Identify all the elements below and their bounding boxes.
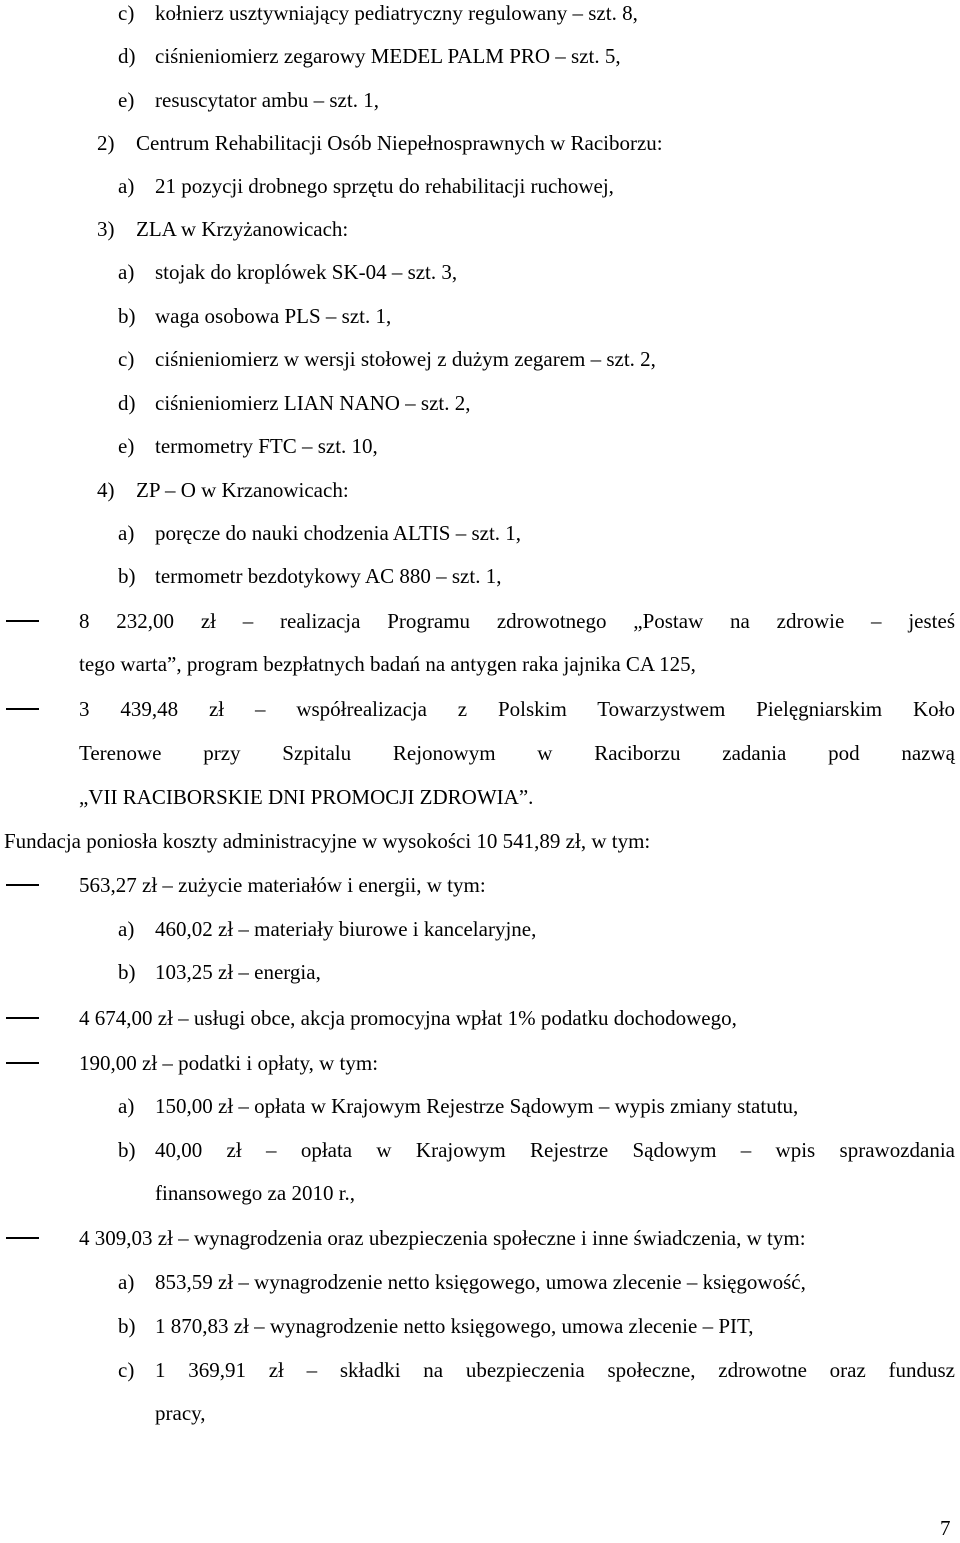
line-text: tego warta”, program bezpłatnych badań na antygen raka jajnika CA 125, — [79, 652, 696, 676]
list-marker: b) — [118, 960, 136, 984]
list-marker: b) — [118, 1314, 136, 1338]
line-text: ciśnieniomierz LIAN NANO – szt. 2, — [155, 391, 471, 415]
text-line — [0, 388, 960, 418]
list-marker: 3) — [97, 217, 115, 241]
dash-bullet-icon — [6, 708, 39, 710]
line-text: 190,00 zł – podatki i opłaty, w tym: — [79, 1051, 379, 1075]
text-line — [0, 606, 960, 636]
line-text: Terenowe przy Szpitalu Rejonowym w Raciborzu zadania pod nazwą — [79, 741, 955, 765]
text-line — [0, 0, 960, 28]
text-line — [0, 1398, 960, 1428]
line-text: 1 870,83 zł – wynagrodzenie netto księgowego, umowa zlecenie – PIT, — [155, 1314, 754, 1338]
list-marker: b) — [118, 304, 136, 328]
text-line — [0, 1311, 960, 1341]
text-line — [0, 1048, 960, 1078]
dash-bullet-icon — [6, 1062, 39, 1064]
line-text: ZLA w Krzyżanowicach: — [136, 217, 349, 241]
text-line — [0, 301, 960, 331]
text-line — [0, 914, 960, 944]
text-line — [0, 475, 960, 505]
text-line — [0, 826, 960, 856]
line-text: stojak do kroplówek SK-04 – szt. 3, — [155, 260, 458, 284]
text-line — [0, 214, 960, 244]
line-text: 150,00 zł – opłata w Krajowym Rejestrze Sądowym – wypis zmiany statutu, — [155, 1094, 799, 1118]
line-text: poręcze do nauki chodzenia ALTIS – szt. 1, — [155, 521, 522, 545]
list-marker: 2) — [97, 131, 115, 155]
dash-bullet-icon — [6, 884, 39, 886]
list-marker: e) — [118, 434, 135, 458]
line-text: waga osobowa PLS – szt. 1, — [155, 304, 392, 328]
list-marker: b) — [118, 564, 136, 588]
dash-bullet-icon — [6, 620, 39, 622]
line-text: resuscytator ambu – szt. 1, — [155, 88, 379, 112]
text-line — [0, 431, 960, 461]
list-marker: a) — [118, 917, 135, 941]
text-line — [0, 1178, 960, 1208]
text-line — [0, 518, 960, 548]
line-text: Centrum Rehabilitacji Osób Niepełnosprawnych w Raciborzu: — [136, 131, 663, 155]
list-marker: a) — [118, 1094, 135, 1118]
line-text: kołnierz usztywniający pediatryczny regulowany – szt. 8, — [155, 1, 638, 25]
text-line — [0, 1223, 960, 1253]
text-line — [0, 738, 960, 768]
text-line — [0, 85, 960, 115]
line-text: „VII RACIBORSKIE DNI PROMOCJI ZDROWIA”. — [79, 785, 534, 809]
line-text: 103,25 zł – energia, — [155, 960, 321, 984]
line-text: 3 439,48 zł – współrealizacja z Polskim Towarzystwem Pielęgniarskim Koło — [79, 697, 955, 721]
line-text: 460,02 zł – materiały biurowe i kancelaryjne, — [155, 917, 537, 941]
line-text: termometry FTC – szt. 10, — [155, 434, 378, 458]
line-text: 563,27 zł – zużycie materiałów i energii, w tym: — [79, 873, 486, 897]
line-text: 8 232,00 zł – realizacja Programu zdrowotnego „Postaw na zdrowie – jesteś — [79, 609, 955, 633]
text-line — [0, 1003, 960, 1033]
list-marker: a) — [118, 521, 135, 545]
text-line — [0, 1355, 960, 1385]
text-line — [0, 1135, 960, 1165]
line-text: ZP – O w Krzanowicach: — [136, 478, 349, 502]
text-line — [0, 41, 960, 71]
line-text: 853,59 zł – wynagrodzenie netto księgowego, umowa zlecenie – księgowość, — [155, 1270, 806, 1294]
text-line — [0, 649, 960, 679]
text-line — [0, 782, 960, 812]
list-marker: d) — [118, 391, 136, 415]
list-marker: c) — [118, 1, 135, 25]
text-line — [0, 171, 960, 201]
line-text: ciśnieniomierz w wersji stołowej z dużym zegarem – szt. 2, — [155, 347, 656, 371]
text-line — [0, 1267, 960, 1297]
page-number: 7 — [940, 1516, 951, 1540]
list-marker: a) — [118, 260, 135, 284]
line-text: 21 pozycji drobnego sprzętu do rehabilitacji ruchowej, — [155, 174, 614, 198]
text-line — [0, 694, 960, 724]
text-line — [0, 128, 960, 158]
text-line — [0, 1091, 960, 1121]
text-line — [0, 344, 960, 374]
line-text: termometr bezdotykowy AC 880 – szt. 1, — [155, 564, 502, 588]
line-text: 4 309,03 zł – wynagrodzenia oraz ubezpieczenia społeczne i inne świadczenia, w tym: — [79, 1226, 806, 1250]
dash-bullet-icon — [6, 1017, 39, 1019]
list-marker: a) — [118, 174, 135, 198]
line-text: 1 369,91 zł – składki na ubezpieczenia społeczne, zdrowotne oraz fundusz — [155, 1358, 955, 1382]
text-line — [0, 870, 960, 900]
line-text: pracy, — [155, 1401, 206, 1425]
dash-bullet-icon — [6, 1237, 39, 1239]
list-marker: a) — [118, 1270, 135, 1294]
text-line — [0, 561, 960, 591]
list-marker: d) — [118, 44, 136, 68]
line-text: finansowego za 2010 r., — [155, 1181, 356, 1205]
line-text: ciśnieniomierz zegarowy MEDEL PALM PRO – szt. 5, — [155, 44, 621, 68]
list-marker: c) — [118, 1358, 135, 1382]
line-text: 4 674,00 zł – usługi obce, akcja promocyjna wpłat 1% podatku dochodowego, — [79, 1006, 737, 1030]
list-marker: b) — [118, 1138, 136, 1162]
list-marker: e) — [118, 88, 135, 112]
line-text: Fundacja poniosła koszty administracyjne w wysokości 10 541,89 zł, w tym: — [4, 829, 651, 853]
list-marker: 4) — [97, 478, 115, 502]
text-line — [0, 957, 960, 987]
text-line — [0, 257, 960, 287]
line-text: 40,00 zł – opłata w Krajowym Rejestrze Sądowym – wpis sprawozdania — [155, 1138, 955, 1162]
list-marker: c) — [118, 347, 135, 371]
